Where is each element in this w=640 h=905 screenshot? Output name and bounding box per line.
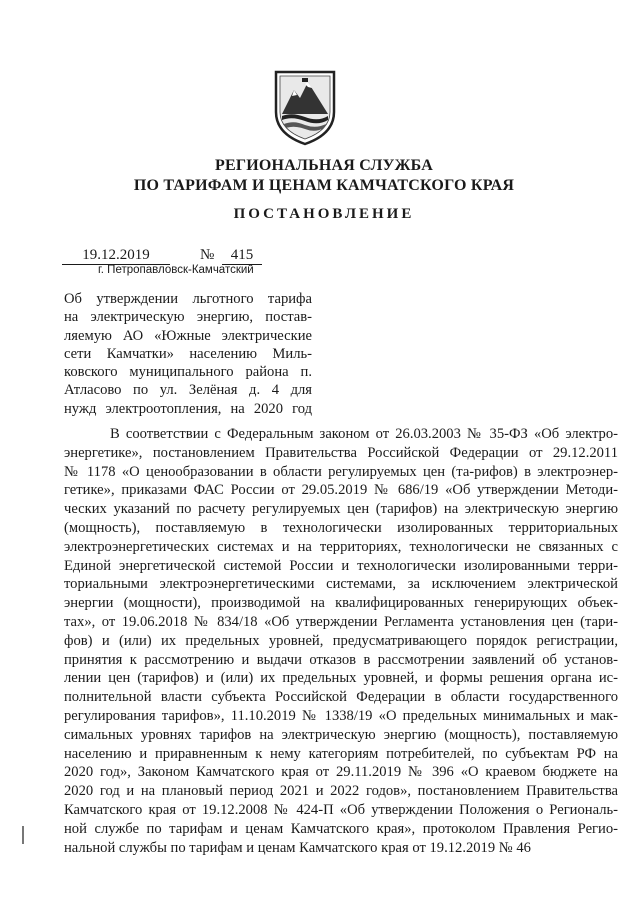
subject-line: сети Камчатки» населению Миль-	[64, 345, 312, 362]
agency-name-line1: РЕГИОНАЛЬНАЯ СЛУЖБА	[215, 157, 433, 174]
body-line: полнительной власти субъекта Российской Федерации в области государственного	[64, 689, 618, 706]
body-line: 2020 год и на плановый период 2021 и 2022 годов», постановлением Правительства	[64, 783, 618, 800]
subject-line: нужд электроотопления, на 2020 год	[64, 400, 312, 417]
subject-line: на электрическую энергию, постав-	[64, 309, 312, 326]
body-line: ческих указаний по расчету регулируемых цен (тарифов) на электрическую энергию	[64, 501, 618, 518]
body-line: лении цен (тарифов) и (или) их предельных уровней, и формы решения органа ис-	[64, 670, 618, 687]
agency-name-line2: ПО ТАРИФАМ И ЦЕНАМ КАМЧАТСКОГО КРАЯ	[133, 177, 515, 194]
issue-city: г. Петропавловск-Камчатский	[98, 264, 254, 276]
body-line: фов) и (или) их предельных уровней, предусматривающего порядок регистрации,	[64, 632, 618, 649]
document-body	[64, 425, 618, 857]
body-line: ториальными электроэнергетическими системами, за исключением электрической	[64, 576, 618, 593]
body-line: симальных уровнях тарифов на электрическую энергию (мощность), поставляемую	[64, 726, 618, 743]
subject-line: Об утверждении льготного тарифа	[64, 291, 312, 307]
document-type-title: ПОСТАНОВЛЕНИЕ	[233, 206, 415, 222]
body-line: гетике», приказами ФАС России от 29.05.2019 № 686/19 «Об утверждении Методи-	[64, 482, 618, 499]
body-line: (мощность), поставляемую в технологически изолированных территориальных	[64, 519, 618, 536]
body-line: Единой энергетической системой России и технологически изолированными терри-	[64, 557, 618, 574]
body-line: нальной службы по тарифам и ценам Камчатского края от 19.12.2019 № 46	[64, 839, 531, 856]
number-sign: №	[200, 247, 215, 263]
body-line: населению и приравненным к нему категориям потребителей, по субъектам РФ на	[64, 745, 618, 762]
subject-line: ляемую АО «Южные электрические	[64, 327, 312, 344]
document-date: 19.12.2019	[62, 246, 170, 265]
body-line: энергетике», постановлением Правительства Российской Федерации от 29.12.2011	[64, 444, 618, 461]
body-line: ной службе по тарифам и ценам Камчатского края», протоколом Правления Регио-	[64, 820, 618, 837]
body-line: В соответствии с Федеральным законом от 26.03.2003 № 35-ФЗ «Об электро-	[110, 426, 618, 442]
document-subject	[64, 290, 312, 418]
body-line: 2020 год», Законом Камчатского края от 29.11.2019 № 396 «О краевом бюджете на	[64, 764, 618, 781]
body-line: № 1178 «О ценообразовании в области регулируемых цен (та-рифов) в электроэнер-	[64, 463, 618, 480]
kamchatka-coat-of-arms-icon	[272, 68, 338, 146]
body-line: регулирования тарифов», 11.10.2019 № 1338/19 «О предельных минимальных и мак-	[64, 707, 618, 724]
subject-line: ковского муниципального района п.	[64, 364, 312, 381]
scan-artifact	[22, 826, 24, 844]
document-number: 415	[222, 246, 262, 265]
body-line: энергии (мощности), производимой на квалифицированных генерирующих объек-	[64, 595, 618, 612]
body-line: тах», от 19.06.2018 № 834/18 «Об утверждении Регламента установления цен (тари-	[64, 613, 618, 630]
body-line: Камчатского края от 19.12.2008 № 424-П «Об утверждении Положения о Региональ-	[64, 801, 618, 818]
body-line: принятия к рассмотрению и выдачи отказов в рассмотрении заявлений об установ-	[64, 651, 618, 668]
subject-line: Атласово по ул. Зелёная д. 4 для	[64, 382, 312, 399]
body-line: электроэнергетических системах и на территориях, технологически не связанных с	[64, 538, 618, 555]
